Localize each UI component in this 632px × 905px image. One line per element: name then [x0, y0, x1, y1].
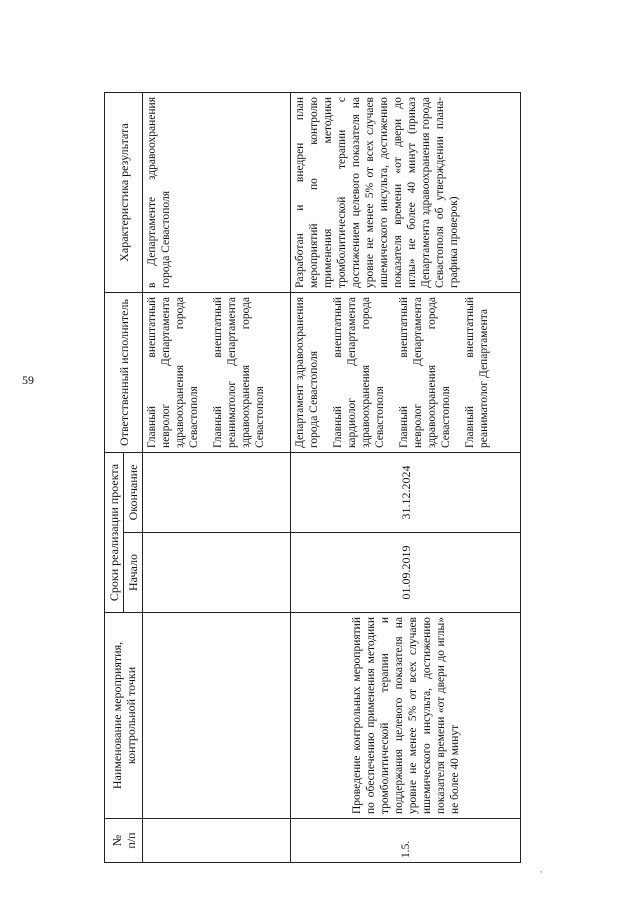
page-number: 59 — [22, 373, 34, 387]
responsible-item: Главный внештатный кардиолог Департамента здравоохранения города Севастополя — [332, 297, 386, 448]
rotated-table-container — [104, 93, 626, 863]
cell-number: 1.5. — [291, 819, 521, 863]
header-number-line1: № — [109, 834, 124, 847]
responsible-item: Главный внештатный невролог Департамента здравоохранения города Севастополя — [146, 297, 200, 448]
header-result: Характеристика результата — [105, 93, 143, 293]
responsible-item: Главный внештатный реаниматолог Департамента — [464, 297, 490, 448]
table-row — [291, 93, 521, 863]
header-terms: Сроки реализации проекта — [105, 453, 124, 613]
header-start: Начало — [124, 533, 143, 613]
responsible-item: Главный внештатный реаниматолог Департамента здравоохранения города Севастополя — [212, 297, 266, 448]
cell-result: Разработан и внедрен план мероприятий по контролю применения методики тромболитической терапии с достижением целевого показателя на уровне не менее 5% от всех случаев ишемического инсульта, достижению показателя времени «от двери до иглы» не более 40 минут (приказ Департамента здравоохранения города Севастополя об утверждении плана-графика проверок) — [291, 93, 521, 293]
header-number-line2: п/п — [123, 832, 138, 849]
cell-start: 01.09.2019 — [291, 533, 521, 613]
header-name: Наименование мероприятия, контрольной точки — [105, 613, 143, 819]
cell-responsible — [143, 293, 291, 453]
responsible-item: Департамент здравоохранения города Севастополя — [294, 297, 320, 448]
responsible-item: Главный внештатный невролог Департамента здравоохранения города Севастополя — [398, 297, 452, 448]
cell-end: 31.12.2024 — [291, 453, 521, 533]
cell-number — [143, 819, 291, 863]
events-table — [104, 92, 521, 863]
cell-result: в Департаменте здравоохранения города Севастополя — [143, 93, 291, 293]
header-end: Окончание — [124, 453, 143, 533]
cell-name: Проведение контрольных мероприятий по обеспечению применения методики тромболитической терапии и поддержания целевого показателя на уровне не менее 5% от всех случаев ишемического инсульта, достижению показателя времени «от двери до иглы» не более 40 минут — [291, 613, 521, 819]
header-row — [105, 93, 124, 863]
scan-mark: , — [540, 864, 543, 874]
header-responsible: Ответственный исполнитель — [105, 293, 143, 453]
cell-start — [143, 533, 291, 613]
cell-end — [143, 453, 291, 533]
cell-name — [143, 613, 291, 819]
cell-responsible — [291, 293, 521, 453]
header-number — [105, 819, 143, 863]
table-row — [143, 93, 291, 863]
